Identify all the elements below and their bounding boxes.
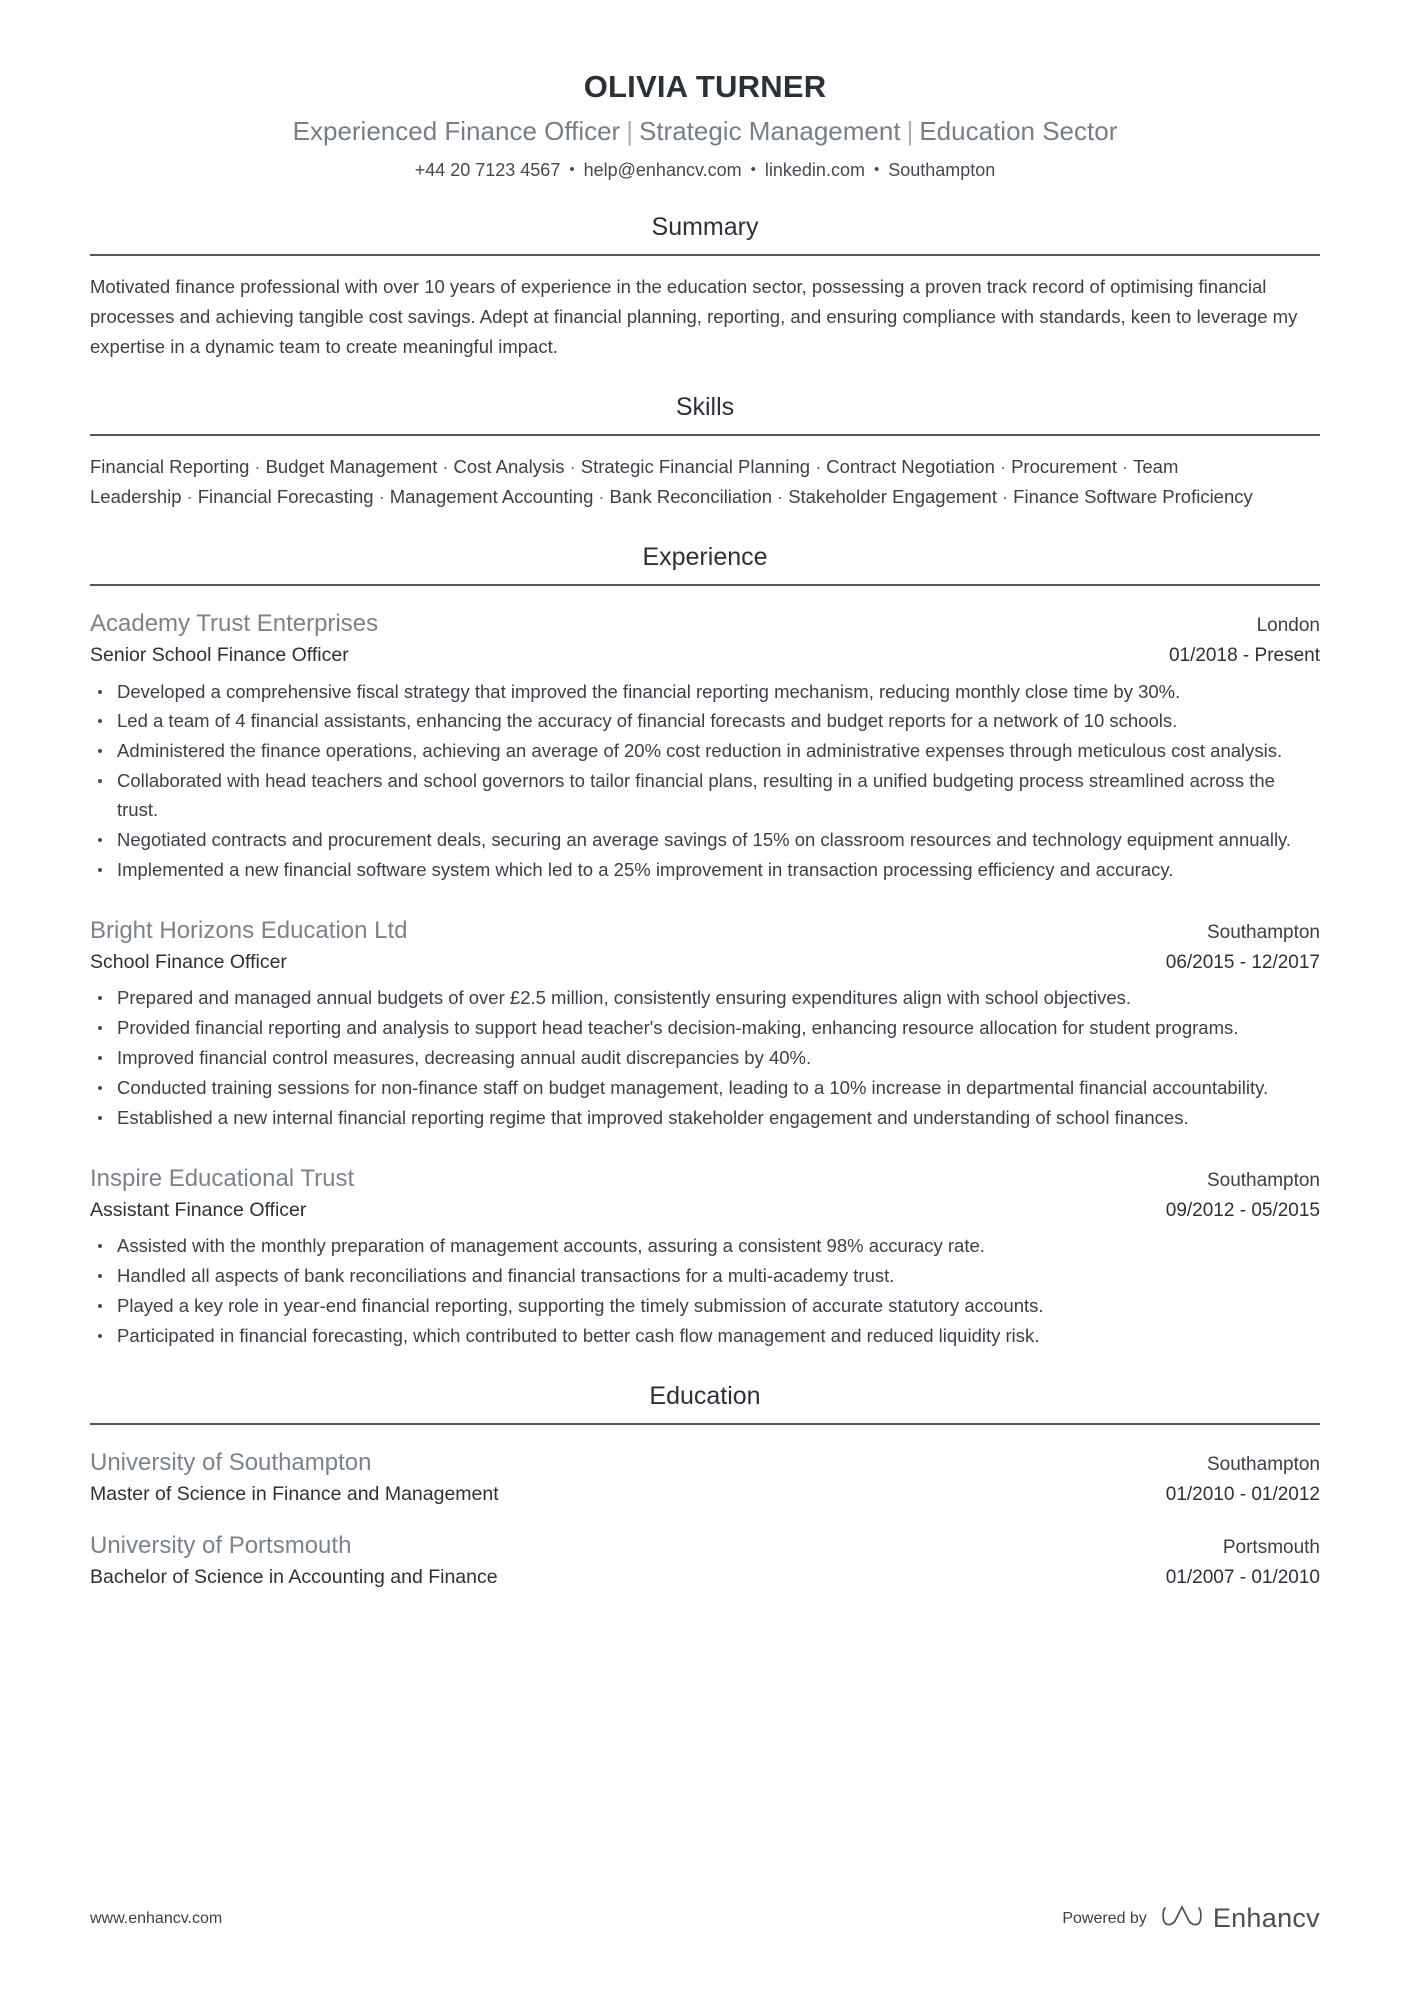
entry-bullet-list — [90, 678, 1320, 885]
footer-website-link[interactable]: www.enhancv.com — [90, 1909, 223, 1927]
section-experience — [90, 542, 1320, 1351]
skill-separator-icon: · — [378, 485, 385, 507]
contact-item[interactable]: +44 20 7123 4567 — [414, 159, 561, 180]
summary-text: Motivated finance professional with over 10 years of experience in the education sector, possessing a proven track record of optimising financial processes and achieving tangible cost savings. Adept at financial planning, reporting, and ensuring compliance with standards, keen to leverage my expertise in a dynamic team to create meaningful impact. — [90, 275, 1298, 357]
entry-location: London — [1256, 614, 1320, 636]
skill-item: Bank Reconciliation — [609, 485, 773, 507]
entry-location: Portsmouth — [1222, 1536, 1320, 1558]
skill-separator-icon: · — [1121, 455, 1129, 477]
headline-part: Strategic Management — [638, 115, 901, 146]
headline-part: Experienced Finance Officer — [292, 115, 621, 146]
skill-item: Financial Reporting — [90, 455, 250, 477]
summary-body — [90, 256, 1320, 362]
entry-dates: 01/2018 - Present — [1168, 644, 1320, 666]
headline-divider: | — [626, 115, 633, 146]
skill-item: Financial Forecasting — [197, 485, 374, 507]
contact-item[interactable]: linkedin.com — [764, 159, 865, 180]
headline-divider: | — [906, 115, 914, 146]
experience-entry — [90, 608, 1320, 885]
entry-bullet: Improved financial control measures, decreasing annual audit discrepancies by 40%. — [90, 1044, 1320, 1073]
entry-bullet: Collaborated with head teachers and school governors to tailor financial plans, resulting in a unified budgeting process streamlined across the trust. — [90, 767, 1320, 825]
entry-role: Assistant Finance Officer — [90, 1198, 307, 1221]
skill-item: Cost Analysis — [453, 455, 565, 477]
entry-bullet: Prepared and managed annual budgets of over £2.5 million, consistently ensuring expenditures align with school objectives. — [90, 984, 1320, 1013]
entry-bullet-list — [90, 984, 1320, 1132]
entry-organization: Bright Horizons Education Ltd — [90, 916, 408, 944]
entry-dates: 01/2010 - 01/2012 — [1165, 1484, 1320, 1506]
section-title-education: Education — [649, 1381, 761, 1410]
entry-role: Master of Science in Finance and Management — [90, 1483, 499, 1506]
entry-role-row — [90, 1478, 1320, 1508]
entry-dates: 09/2012 - 05/2015 — [1165, 1199, 1320, 1221]
entry-bullet: Established a new internal financial reporting regime that improved stakeholder engagement and understanding of school finances. — [90, 1104, 1320, 1133]
skill-item: Management Accounting — [389, 485, 594, 507]
entry-location: Southampton — [1206, 1169, 1320, 1191]
entry-organization: Inspire Educational Trust — [90, 1164, 355, 1192]
skill-separator-icon: · — [442, 455, 449, 477]
skill-separator-icon: · — [569, 455, 576, 477]
contact-info — [90, 158, 1320, 182]
entry-bullet: Developed a comprehensive fiscal strategy that improved the financial reporting mechanism, reducing monthly close time by 30%. — [90, 678, 1320, 707]
skills-list — [90, 452, 1320, 512]
experience-entry — [90, 915, 1320, 1133]
entry-location: Southampton — [1206, 921, 1320, 943]
candidate-name: OLIVIA TURNER — [583, 69, 827, 104]
entry-org-row — [90, 1447, 1320, 1478]
entry-role-row — [90, 946, 1320, 976]
skill-item: Procurement — [1011, 455, 1117, 477]
skill-item: Stakeholder Engagement — [788, 485, 997, 507]
powered-by-block — [1062, 1902, 1320, 1935]
skill-item: Strategic Financial Planning — [580, 455, 811, 477]
entry-organization: University of Southampton — [90, 1448, 372, 1476]
entry-organization: University of Portsmouth — [90, 1531, 352, 1559]
skill-item: Finance Software Proficiency — [1013, 485, 1253, 507]
entry-organization: Academy Trust Enterprises — [90, 609, 379, 637]
page-footer — [90, 1902, 1320, 1935]
entry-org-row — [90, 915, 1320, 946]
entry-bullet: Provided financial reporting and analysis to support head teacher's decision-making, enhancing resource allocation for student programs. — [90, 1014, 1320, 1043]
enhancv-logo-icon — [1161, 1902, 1203, 1935]
entry-role: Bachelor of Science in Accounting and Finance — [90, 1565, 498, 1588]
contact-item[interactable]: help@enhancv.com — [583, 159, 742, 180]
skill-separator-icon: · — [1002, 485, 1009, 507]
entry-bullet: Assisted with the monthly preparation of management accounts, assuring a consistent 98% accuracy rate. — [90, 1232, 1320, 1261]
contact-separator-icon: • — [569, 160, 575, 178]
entry-bullet: Conducted training sessions for non-finance staff on budget management, leading to a 10% increase in departmental financial accountability. — [90, 1074, 1320, 1103]
entry-bullet-list — [90, 1232, 1320, 1350]
powered-by-label: Powered by — [1062, 1909, 1147, 1927]
entry-role-row — [90, 639, 1320, 669]
experience-entries — [90, 586, 1320, 1351]
skill-separator-icon: · — [254, 455, 261, 477]
entry-role-row — [90, 1194, 1320, 1224]
section-title-summary: Summary — [651, 212, 759, 241]
skill-separator-icon: · — [777, 485, 784, 507]
entry-role: School Finance Officer — [90, 950, 287, 973]
contact-separator-icon: • — [750, 160, 756, 178]
entry-org-row — [90, 1163, 1320, 1194]
entry-org-row — [90, 608, 1320, 639]
education-entry — [90, 1447, 1320, 1508]
entry-role: Senior School Finance Officer — [90, 643, 349, 666]
section-summary — [90, 212, 1320, 362]
education-entry — [90, 1530, 1320, 1591]
candidate-headline — [90, 115, 1320, 149]
resume-header — [90, 60, 1320, 182]
experience-entry — [90, 1163, 1320, 1351]
skill-separator-icon: · — [598, 485, 605, 507]
entry-dates: 06/2015 - 12/2017 — [1165, 951, 1320, 973]
section-education — [90, 1381, 1320, 1591]
contact-item[interactable]: Southampton — [888, 159, 996, 180]
skill-separator-icon: · — [815, 455, 822, 477]
entry-location: Southampton — [1206, 1453, 1320, 1475]
entry-bullet: Participated in financial forecasting, which contributed to better cash flow management and reduced liquidity risk. — [90, 1322, 1320, 1351]
entry-bullet: Played a key role in year-end financial reporting, supporting the timely submission of accurate statutory accounts. — [90, 1292, 1320, 1321]
entry-bullet: Implemented a new financial software system which led to a 25% improvement in transaction processing efficiency and accuracy. — [90, 856, 1320, 885]
entry-org-row — [90, 1530, 1320, 1561]
enhancv-brand-name: Enhancv — [1212, 1903, 1320, 1933]
section-title-skills: Skills — [675, 392, 735, 421]
entry-bullet: Led a team of 4 financial assistants, enhancing the accuracy of financial forecasts and budget reports for a network of 10 schools. — [90, 707, 1320, 736]
skill-item: Contract Negotiation — [826, 455, 995, 477]
contact-separator-icon: • — [873, 160, 880, 178]
skill-item: Budget Management — [265, 455, 438, 477]
skill-separator-icon: · — [186, 485, 193, 507]
skill-item: Team Leadership — [90, 455, 1179, 507]
education-entries — [90, 1425, 1320, 1591]
entry-role-row — [90, 1561, 1320, 1591]
entry-dates: 01/2007 - 01/2010 — [1165, 1566, 1320, 1588]
entry-bullet: Handled all aspects of bank reconciliations and financial transactions for a multi-academy trust. — [90, 1262, 1320, 1291]
section-skills — [90, 392, 1320, 512]
entry-bullet: Administered the finance operations, achieving an average of 20% cost reduction in administrative expenses through meticulous cost analysis. — [90, 737, 1320, 766]
entry-bullet: Negotiated contracts and procurement deals, securing an average savings of 15% on classroom resources and technology equipment annually. — [90, 826, 1320, 855]
enhancv-brand — [1161, 1902, 1320, 1935]
skill-separator-icon: · — [999, 455, 1007, 477]
section-title-experience: Experience — [642, 542, 768, 571]
headline-part: Education Sector — [919, 115, 1118, 146]
skills-body — [90, 436, 1320, 512]
